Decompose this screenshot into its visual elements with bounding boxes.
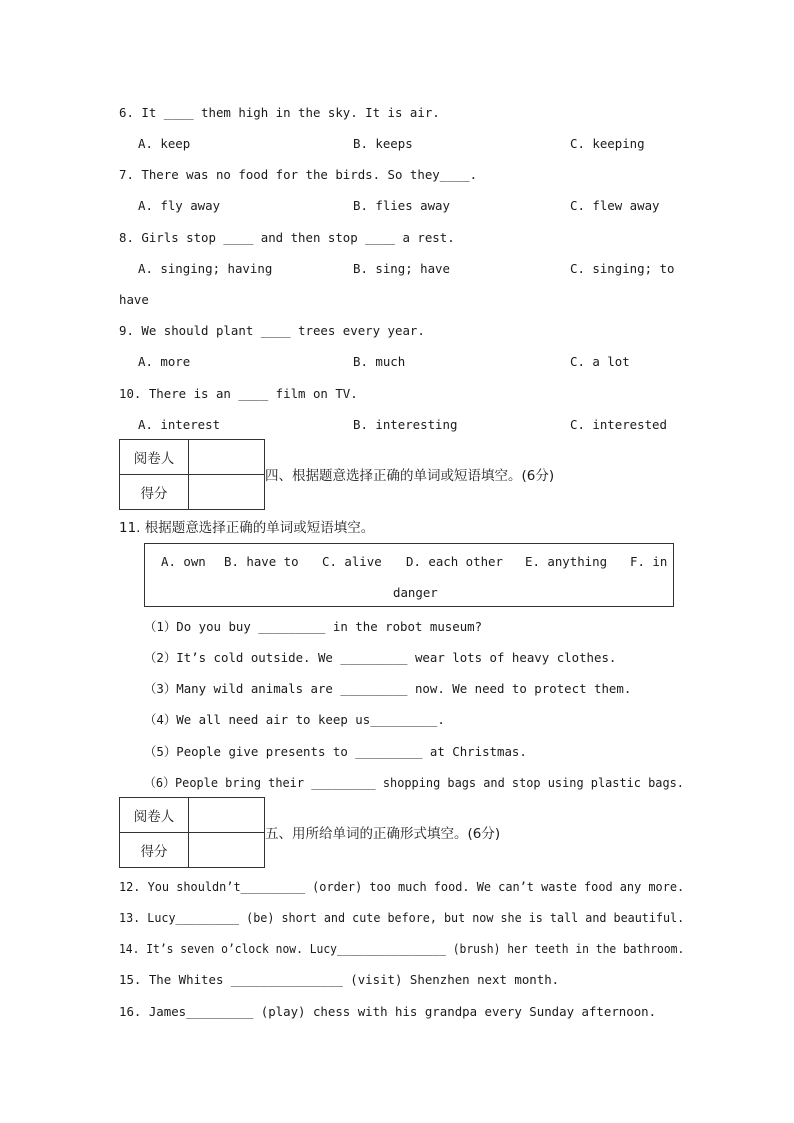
word-bank-item: danger [393,585,438,600]
option-b: B. keeps [353,136,413,151]
option-a: A. singing; having [138,261,273,276]
word-bank [144,543,674,607]
option-a: A. keep [138,136,191,151]
question-11-title: 11. 根据题意选择正确的单词或短语填空。 [119,520,375,536]
option-c: C. interested [570,417,667,432]
option-c-continuation: have [119,292,149,307]
grader-field[interactable] [189,798,265,833]
fill-item: 13. Lucy_________ (be) short and cute before, but now she is tall and beautiful. [119,910,685,925]
word-bank-item: C. alive [322,554,382,569]
fill-item: （3）Many wild animals are _________ now. We need to protect them. [144,681,632,696]
question-stem: 10. There is an ____ film on TV. [119,386,358,401]
fill-item: 16. James_________ (play) chess with his grandpa every Sunday afternoon. [119,1004,657,1019]
option-a: A. fly away [138,198,221,213]
score-field[interactable] [189,833,265,868]
question-stem: 7. There was no food for the birds. So they____. [119,167,478,182]
fill-item: （2）It’s cold outside. We _________ wear lots of heavy clothes. [144,650,617,665]
word-bank-item: E. anything [525,554,608,569]
fill-item: 14. It’s seven o’clock now. Lucy________________ (brush) her teeth in the bathroom. [119,941,685,956]
option-a: A. interest [138,417,221,432]
word-bank-item: F. in [630,554,668,569]
word-bank-item: B. have to [224,554,299,569]
option-c: C. a lot [570,354,630,369]
grader-label: 阅卷人 [120,798,189,833]
score-field[interactable] [189,475,265,510]
option-c: C. flew away [570,198,660,213]
fill-item: （5）People give presents to _________ at Christmas. [144,744,527,759]
fill-item: （6）People bring their _________ shopping bags and stop using plastic bags. [144,775,684,790]
fill-item: 15. The Whites _______________ (visit) Shenzhen next month. [119,972,560,987]
fill-item: 12. You shouldn’t_________ (order) too much food. We can’t waste food any more. [119,879,685,894]
fill-item: （1）Do you buy _________ in the robot museum? [144,619,483,634]
grader-label: 阅卷人 [120,440,189,475]
question-stem: 8. Girls stop ____ and then stop ____ a rest. [119,230,455,245]
option-b: B. sing; have [353,261,450,276]
question-stem: 6. It ____ them high in the sky. It is air. [119,105,440,120]
score-label: 得分 [120,475,189,510]
fill-item: （4）We all need air to keep us_________. [144,712,445,727]
grader-field[interactable] [189,440,265,475]
option-b: B. flies away [353,198,450,213]
section-heading: 五、用所给单词的正确形式填空。(6分) [265,826,501,842]
option-c: C. keeping [570,136,645,151]
score-label: 得分 [120,833,189,868]
section-heading: 四、根据题意选择正确的单词或短语填空。(6分) [265,468,555,484]
word-bank-item: D. each other [406,554,503,569]
question-stem: 9. We should plant ____ trees every year. [119,323,425,338]
grader-score-table [119,797,265,868]
grader-score-table [119,439,265,510]
option-a: A. more [138,354,191,369]
option-c: C. singing; to [570,261,675,276]
option-b: B. interesting [353,417,458,432]
option-b: B. much [353,354,406,369]
word-bank-item: A. own [161,554,206,569]
